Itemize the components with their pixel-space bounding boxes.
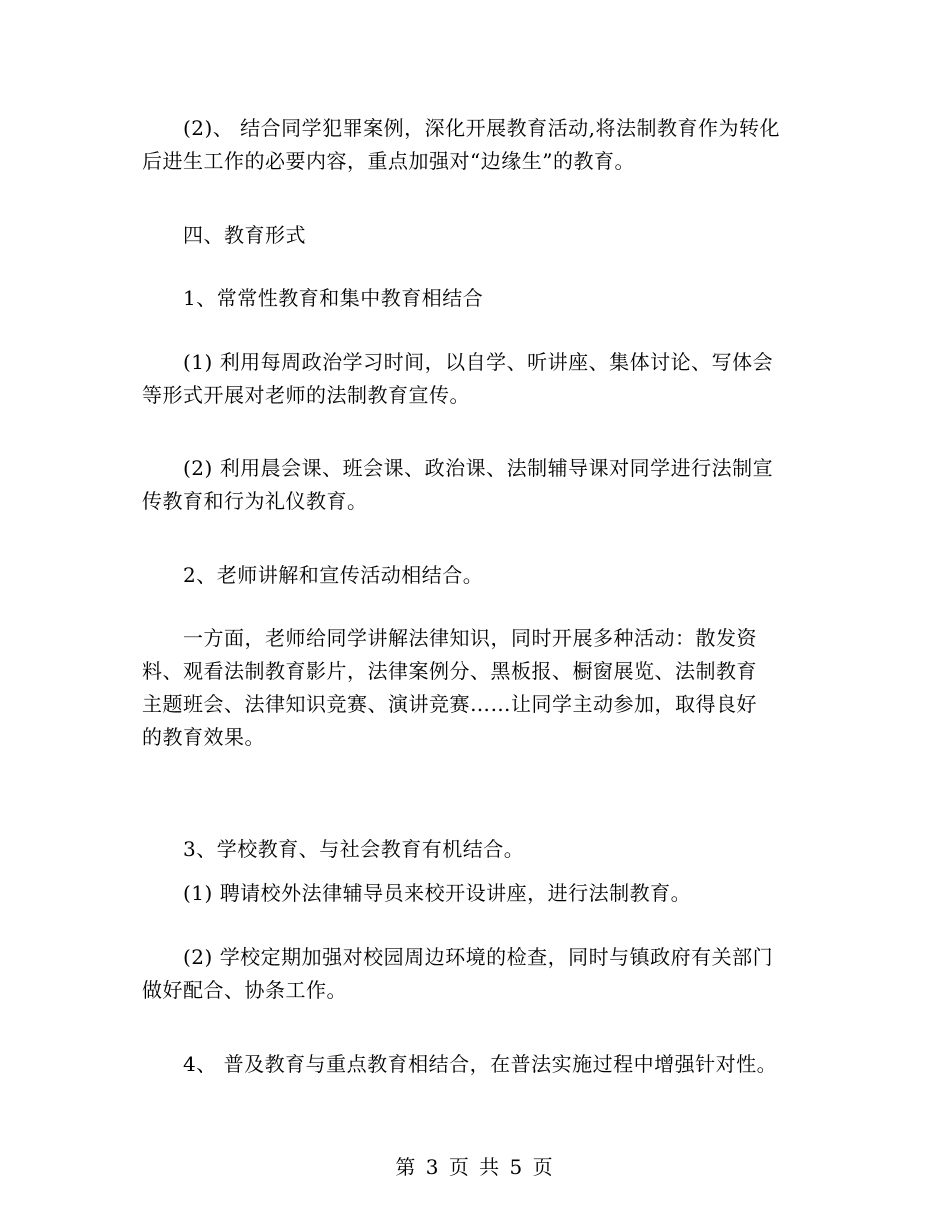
- subheading-2: [142, 559, 812, 592]
- subheading-3: [142, 833, 812, 866]
- paragraph-line: (2) 学校定期加强对校园周边环境的检查，同时与镇政府有关部门: [183, 945, 774, 969]
- paragraph-line: 做好配合、协条工作。: [142, 978, 347, 1002]
- paragraph-line: 等形式开展对老师的法制教育宣传。: [142, 383, 470, 407]
- paragraph-line: 一方面，老师给同学讲解法律知识，同时开展多种活动：散发资: [183, 626, 757, 650]
- section-heading-education-form: [142, 219, 812, 252]
- paragraph-line: (1) 聘请校外法律辅导员来校开设讲座，进行法制教育。: [183, 881, 692, 905]
- heading-line: 四、教育形式: [183, 223, 306, 247]
- paragraph-line: 传教育和行为礼仪教育。: [142, 489, 368, 513]
- heading-line: 4、 普及教育与重点教育相结合，在普法实施过程中增强针对性。: [183, 1052, 778, 1076]
- subheading-4: [142, 1048, 812, 1081]
- heading-line: 1、常常性教育和集中教育相结合: [183, 286, 484, 310]
- paragraph-2: [142, 346, 812, 412]
- page-number-footer: 第 3 页 共 5 页: [395, 1155, 555, 1179]
- paragraph-5: [142, 877, 812, 910]
- heading-line: 3、学校教育、与社会教育有机结合。: [183, 837, 525, 861]
- paragraph-3: [142, 452, 812, 518]
- paragraph-line: 的教育效果。: [142, 725, 265, 749]
- paragraph-6: [142, 941, 812, 1007]
- paragraph-line: 后进生工作的必要内容，重点加强对“边缘生”的教育。: [142, 149, 635, 173]
- paragraph-line: 主题班会、法律知识竞赛、演讲竞赛……让同学主动参加，取得良好: [142, 692, 757, 716]
- paragraph-line: (2) 利用晨会课、班会课、政治课、法制辅导课对同学进行法制宣: [183, 456, 774, 480]
- heading-line: 2、老师讲解和宣传活动相结合。: [183, 563, 484, 587]
- paragraph-1: [142, 112, 812, 178]
- subheading-1: [142, 282, 812, 315]
- paragraph-line: 料、观看法制教育影片，法律案例分、黑板报、橱窗展览、法制教育: [142, 659, 757, 683]
- paragraph-line: (2)、 结合同学犯罪案例，深化开展教育活动,将法制教育作为转化: [183, 116, 781, 140]
- paragraph-line: (1) 利用每周政治学习时间，以自学、听讲座、集体讨论、写体会: [183, 350, 774, 374]
- paragraph-4: [142, 622, 812, 754]
